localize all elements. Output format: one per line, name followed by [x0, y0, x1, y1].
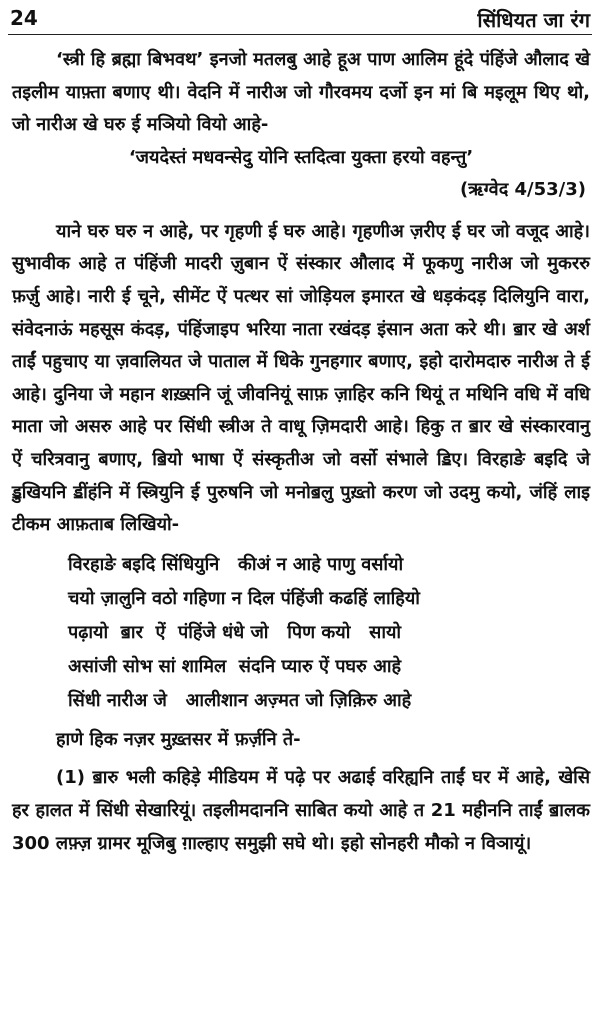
running-title: सिंधियत जा रंग [477, 8, 590, 32]
paragraph-3: हाणे हिक नज़र मुख़्तसर में फ़र्ज़नि ते- [56, 728, 301, 750]
poem-line: सिंधी नारीअ जे आलीशान अज़्मत जो ज़िक़िरु आहे [68, 689, 412, 711]
poem-block [68, 548, 590, 718]
poem-line: विरहाङे बइदि सिंधियुनि कीअं न आहे पाणु वर्सायो [68, 553, 404, 575]
poem-line: पढ़ायो ॿार ऐं पंहिंजे धंधे जो पिण कयो सायो [68, 621, 402, 643]
page-body [12, 44, 590, 866]
vedic-quote: ‘जयदेस्तं मधवन्सेदु योनि स्तदित्वा युक्ता हरयो वहन्तु’ [128, 146, 474, 168]
paragraph-4: (1) ॿारु भली कहिड़े मीडियम में पढ़े पर अढाई वरिह्यनि ताईं घर में आहे, खेसि हर हालत में सिंधी सेखारियूं। तइलीमदाननि साबित कयो आहे त 21 महीननि ताईं ॿालक 300 लफ़्ज़ ग्रामर मूजिबु ग़ाल्हाए समुझी सघे थो। इहो सोनहरी मौको न विञायूं। [12, 767, 590, 854]
paragraph-1: ‘स्त्री हि ब्रह्मा बिभवथ’ इनजो मतलबु आहे हूअ पाण आलिम हूंदे पंहिंजे औलाद खे तइलीम याफ़्ता बणाए थी। वेदनि में नारीअ जो गौरवमय दर्जो इन मां बि मइलूम थिए थो, जो नारीअ खे घरु ई मञियो वियो आहे- [12, 49, 590, 136]
poem-line: असांजी सोभ सां शामिल संदनि प्यारु ऐं पघरु आहे [68, 655, 402, 677]
quote-citation: (ऋग्वेद 4/53/3) [460, 178, 586, 200]
poem-line: चयो ज़ालुनि वठो गहिणा न दिल पंहिंजी कढहिं लाहियो [68, 587, 420, 609]
page-header [8, 4, 592, 35]
page-number: 24 [10, 6, 38, 30]
paragraph-2: याने घरु घरु न आहे, पर गृहणी ई घरु आहे। गृहणीअ ज़रीए ई घर जो वजूद आहे। सुभावीक आहे त पंहिंजी मादरी ज़ुबान ऐं संस्कार औलाद में फूकणु नारीअ जो मुकररु फ़र्ज़ु आहे। नारी ई चूने, सीमेंट ऐं पत्थर सां जोड़ियल इमारत खे धड़कंदड़ दिलियुनि वारा, संवेदनाऊं महसूस कंदड़, पंहिंजाइप भरिया नाता रखंदड़ इंसान अता करे थी। ॿार खे अर्श ताईं पहुचाए या ज़वालियत जे पाताल में धिके गुनहगार बणाए, इहो दारोमदारु नारीअ ते ई आहे। दुनिया जे महान शख़्सनि जूं जीवनियूं साफ़ ज़ाहिर कनि थियूं त मथिनि वधि में वधि माता जो असरु आहे पर सिंधी स्त्रीअ ते वाधू ज़िमदारी आहे। हिकु त ॿार खे संस्कारवानु ऐं चरित्रवानु बणाए, ॿियो भाषा ऐं संस्कृतीअ जो वर्सो संभाले ॾिए। विरहाङे बइदि जे ॾुखियनि ॾींहंनि में स्त्रियुनि ई पुरुषनि जो मनोॿलु पुख़्तो करण जो उदमु कयो, जंहिं लाइ टीकम आफ़ताब लिखियो- [12, 220, 590, 536]
